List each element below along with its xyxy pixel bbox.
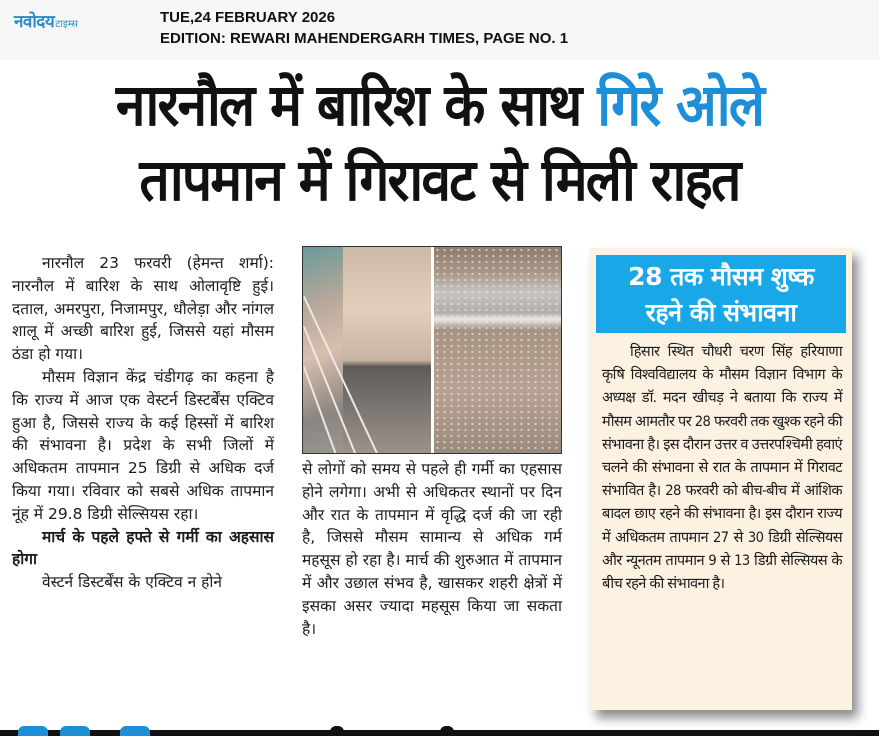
- sidebar-headline: [596, 255, 846, 333]
- logo-sub-text: टाइम्स: [55, 19, 78, 30]
- next-headline-fragment: [440, 726, 454, 736]
- bottom-next-headline-strip: [0, 730, 879, 736]
- article-dateline-paragraph: नारनौल 23 फरवरी (हेमन्त शर्मा): नारनौल में बारिश के साथ ओलावृष्टि हुई। दताल, अमरपुरा, निजामपुर, धौलेड़ा और नांगल शालू में अच्छी बारिश हुई, जिससे यहां मौसम ठंडा हो गया।: [12, 254, 274, 364]
- next-headline-fragment: [60, 726, 90, 736]
- newspaper-logo: [14, 9, 78, 32]
- headline-line-1: [35, 66, 844, 144]
- sidebar-body: [602, 340, 842, 595]
- edition-info: [160, 7, 568, 49]
- street-photo-panel: [303, 247, 431, 453]
- sidebar-headline-line-1: 28 तक मौसम शुष्क: [628, 262, 814, 291]
- article-column-2: [302, 458, 562, 640]
- headline-line-2: तापमान में गिरावट से मिली राहत: [139, 146, 740, 214]
- headline-line-1-black: नारनौल में बारिश के साथ: [115, 71, 581, 139]
- article-subheading: मार्च के पहले हफ्ते से गर्मी का अहसास होगा: [12, 527, 274, 569]
- next-headline-fragment: [120, 726, 150, 736]
- weather-sidebar-box: [590, 248, 852, 710]
- logo-main-text: नवोदय: [14, 12, 55, 32]
- hail-ground-photo-panel: [434, 247, 561, 453]
- next-headline-fragment: [330, 726, 344, 736]
- main-headline: [0, 66, 879, 216]
- article-paragraph: मौसम विज्ञान केंद्र चंडीगढ़ का कहना है कि राज्य में आज एक वेस्टर्न डिस्टर्बेंस एक्टिव हुआ है, जिससे राज्य के कई हिस्सों में बारिश की संभावना है। प्रदेश के सभी जिलों में अधिकतम तापमान 25 डिग्री से अधिक दर्ज किया गया। रविवार को सबसे अधिक तापमान नूंह में 29.8 डिग्री सेल्सियस रहा।: [12, 367, 274, 523]
- date-line: TUE,24 FEBRUARY 2026: [160, 9, 336, 26]
- headline-line-1-accent: गिरे ओले: [597, 71, 764, 139]
- next-headline-fragment: [18, 726, 48, 736]
- masthead-bar: [0, 0, 879, 60]
- hailstorm-photo: [302, 246, 562, 454]
- sidebar-paragraph: हिसार स्थित चौधरी चरण सिंह हरियाणा कृषि विश्वविद्यालय के मौसम विज्ञान विभाग के अध्यक्ष डॉ. मदन खीचड़ ने बताया कि राज्य में मौसम आमतौर पर 28 फरवरी तक खुश्क रहने की संभावना है। इस दौरान उत्तर व उत्तरपश्चिमी हवाएं चलने की संभावना से रात के तापमान में गिरावट संभावित है। 28 फरवरी को बीच-बीच में आंशिक बादल छाए रहने की संभावना है। इस दौरान राज्य में अधिकतम तापमान 27 से 30 डिग्री सेल्सियस और न्यूनतम तापमान 9 से 13 डिग्री सेल्सियस के बीच रहने की संभावना है।: [602, 343, 842, 593]
- building-wall: [343, 247, 431, 453]
- sidebar-headline-line-2: रहने की संभावना: [645, 298, 797, 327]
- edition-line: EDITION: REWARI MAHENDERGARH TIMES, PAGE NO. 1: [160, 30, 569, 47]
- article-column-1: [12, 252, 274, 594]
- article-paragraph: वेस्टर्न डिस्टर्बेंस के एक्टिव न होने: [42, 573, 222, 592]
- article-paragraph: से लोगों को समय से पहले ही गर्मी का एहसास होने लगेगा। अभी से अधिकतर स्थानों पर दिन और रात के तापमान में वृद्धि दर्ज की जा रही है, जिससे मौसम सामान्य से अधिक गर्म महसूस हो रहा है। मार्च की शुरुआत में तापमान में और उछाल संभव है, खासकर शहरी क्षेत्रों में इसका असर ज्यादा महसूस किया जा सकता है।: [302, 460, 562, 638]
- hail-texture: [434, 247, 561, 453]
